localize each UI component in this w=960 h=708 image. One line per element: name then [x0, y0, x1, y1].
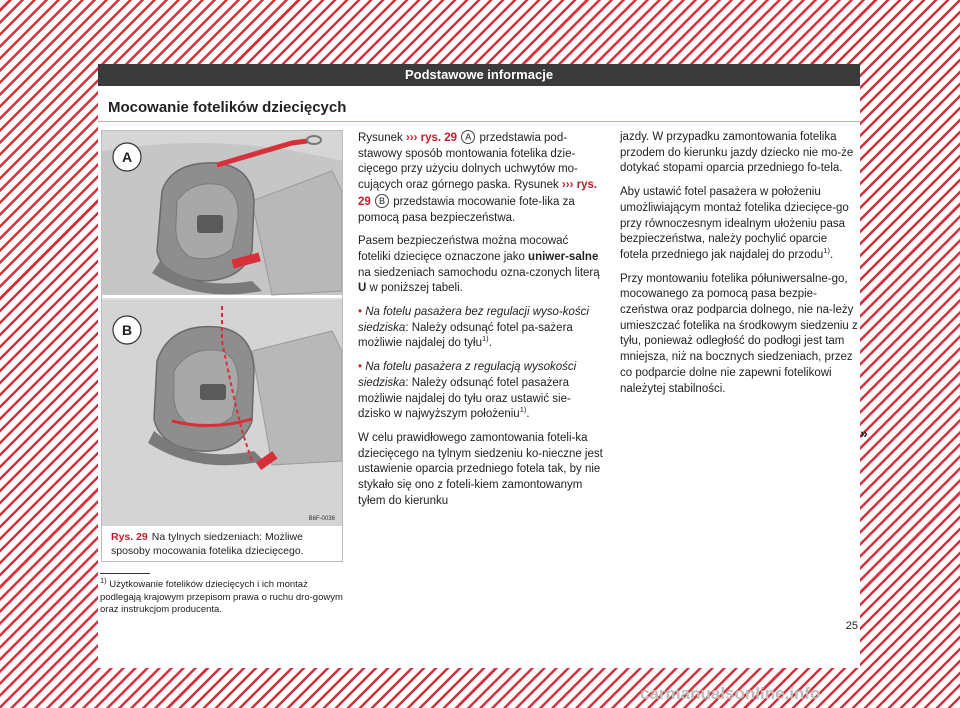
page-number: 25 [845, 620, 858, 632]
manual-page [98, 64, 868, 668]
paragraph-forward-facing: jazdy. W przypadku zamontowania fotelika przodem do kierunku jazdy dziecko nie mo-że dotykać stopami oparcia przedniego fo-tela. [620, 131, 854, 175]
buckle-b [200, 384, 226, 400]
figure-link-b[interactable]: ››› rys. 29 [358, 179, 598, 208]
footnote: $^{1)}$ Użytkowanie fotelików dziecięcych i ich montaż podlegają krajowym przepisom prawa o ruchu dro-gowym oraz instrukcjom producenta. [100, 575, 343, 615]
bullet-icon: • [358, 361, 363, 374]
paragraph-intro: Rysunek ››› rys. 29 A przedstawia pod-stawowy sposób montowania fotelika dzie-cięcego przy użyciu dolnych uchwytów mo-cujących oraz górnego paska. Rysunek ››› rys. 29 B przedstawia mocowanie fote-lika za pomocą pasa bezpieczeństwa. [358, 132, 598, 224]
figure-caption-label: Rys. 29 [111, 531, 148, 543]
paragraph-rear-seat: W celu prawidłowego zamontowania foteli-ka dziecięcego na tylnym siedzeniu ko-nieczne jest ustawienie oparcia przedniego fotela tak, by nie stykało się ono z foteli-kiem zamontowanym tyłem do kierunku [358, 431, 603, 507]
watermark: carmanualsonline.info [640, 684, 821, 703]
figure-code: B6F-0036 [308, 516, 335, 522]
label-a: A [121, 149, 133, 165]
paragraph-semi-universal: Przy montowaniu fotelika półuniwersalne-go, mocowanego za pomocą pasa bezpie-czeństwa oraz podparcia dolnego, nie na-leży umieszczać fotelika na środkowym siedzeniu z tyłu, ponieważ odległość do podłogi jest tam mniejsza, niż na bocznych siedzeniach, przez co podparcie dolne nie zapewni fotelikowi należytej stabilności. [620, 272, 858, 395]
text-column-2 [620, 130, 858, 405]
continue-icon: » [860, 425, 868, 441]
callout-a-badge: A [461, 130, 475, 144]
figure-link-a[interactable]: ››› rys. 29 [405, 132, 458, 144]
paragraph-universal: Pasem bezpieczeństwa można mocować foteliki dziecięce oznaczone jako uniwer-salne na siedzeniach samochodu ozna-czonych literą U w poniższej tabeli. [358, 235, 600, 295]
footnote-divider [100, 573, 150, 574]
bullet-item-height-adjust: • Na fotelu pasażera z regulacją wysokości siedziska: Należy odsunąć fotel pasażera możliwie najdalej do tyłu oraz ustawić sie-dzisko w najwyższym położeniu$^{1)}$. [358, 361, 577, 421]
bullet-icon: • [358, 306, 363, 319]
section-title: Mocowanie fotelików dziecięcych [108, 99, 347, 116]
text-column-1 [358, 130, 603, 517]
buckle-a [197, 215, 223, 233]
callout-b-badge: B [375, 194, 389, 208]
child-seat-illustration [102, 131, 342, 526]
section-divider [98, 121, 860, 122]
figure-caption-text: Na tylnych siedzeniach: Możliwe sposoby mocowania fotelika dziecięcego. [111, 531, 304, 557]
figure-29 [101, 130, 343, 562]
figure-caption [111, 530, 333, 558]
paragraph-passenger-seat: Aby ustawić fotel pasażera w położeniu umożliwiającym montaż fotelika dziecięce-go przy równoczesnym idealnym ułożeniu pasa bezpieczeństwa, należy pochylić oparcie fotela przedniego jak najdalej do przodu$^{1)}$. [620, 186, 849, 261]
bullet-item-no-height-adjust: • Na fotelu pasażera bez regulacji wyso-kości siedziska: Należy odsunąć fotel pa-sażera możliwie najdalej do tyłu$^{1)}$. [358, 306, 589, 350]
chapter-header: Podstawowe informacje [98, 64, 860, 86]
label-b: B [121, 322, 133, 338]
